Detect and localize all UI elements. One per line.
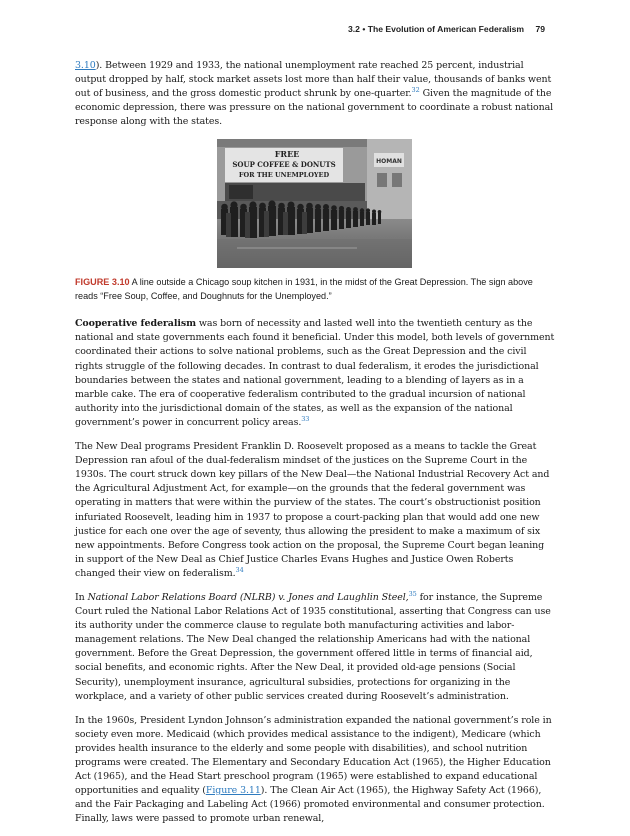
caption-text: A line outside a Chicago soup kitchen in 1931, in the midst of the Great Depression. The sign above reads “Free Soup, Coffee, and Doughnuts for the Unemployed.” bbox=[75, 277, 533, 302]
1960s-text-b: ). The Clean Air Act (1965), the Highway Safety Act (1966), and the Fair Packaging and Labeling Act (1966) promoted environmental and consumer protection. Finally, laws were passed to promote urban renewal, bbox=[75, 785, 545, 825]
page-number: 79 bbox=[535, 24, 545, 34]
intro-paragraph bbox=[75, 59, 555, 129]
nlrb-lead: In bbox=[75, 591, 88, 603]
figure-link[interactable]: Figure 3.11 bbox=[205, 785, 261, 797]
figure-caption bbox=[75, 276, 555, 304]
endnote-ref[interactable]: 35 bbox=[408, 589, 417, 598]
case-name: National Labor Relations Board (NLRB) v. Jones and Laughlin Steel, bbox=[87, 591, 409, 603]
running-header bbox=[348, 24, 545, 34]
nlrb-text: for instance, the Supreme Court ruled the National Labor Relations Act of 1935 constitutional, asserting that Congress can use its authority under the commerce clause to regulate both manufacturing activities and labor-management relations. The New Deal changed the relationship Americans had with the national government. Before the Great Depression, the government offered little in terms of financial aid, social benefits, and economic rights. After the New Deal, it provided old-age pensions (Social Security), unemployment insurance, agricultural subsidies, protections for organizing in the workplace, and a variety of other public services created during Roosevelt’s administration. bbox=[75, 591, 551, 702]
key-term: Cooperative federalism bbox=[75, 318, 196, 330]
endnote-ref[interactable]: 32 bbox=[411, 86, 420, 95]
new-deal-paragraph bbox=[75, 440, 555, 581]
coop-text: was born of necessity and lasted well into the twentieth century as the national and state governments each found it beneficial. Under this model, both levels of government coordinated their actions to solve national problems, such as the Great Depression and the civil rights struggle of the following decades. In contrast to dual federalism, it erodes the jurisdictional boundaries between the states and national government, leading to a blending of layers as in a marble cake. The era of cooperative federalism contributed to the gradual incursion of national authority into the jurisdictional domain of the states, as well as the expansion of the national government’s power in concurrent policy areas. bbox=[75, 318, 555, 428]
nlrb-paragraph bbox=[75, 591, 555, 704]
new-deal-text: The New Deal programs President Franklin D. Roosevelt proposed as a means to tackle the Great Depression ran afoul of the dual-federalism mindset of the justices on the Supreme Court in the 1930s. The court struck down key pillars of the New Deal—the National Industrial Recovery Act and the Agricultural Adjustment Act, for example—on the grounds that the federal government was operating in matters that were within the purview of the states. The court’s obstructionist position infuriated Roosevelt, leading him in 1937 to propose a court-packing plan that would add one new justice for each one over the age of seventy, thus allowing the president to make a maximum of six new appointments. Before Congress took action on the proposal, the Supreme Court began leaning in support of the New Deal as Chief Justice Charles Evans Hughes and Justice Owen Roberts changed their view on federalism. bbox=[75, 441, 550, 579]
svg-text:HOMAN: HOMAN bbox=[376, 158, 402, 166]
svg-text:FOR THE UNEMPLOYED: FOR THE UNEMPLOYED bbox=[238, 171, 330, 180]
endnote-ref[interactable]: 33 bbox=[301, 414, 310, 423]
endnote-ref[interactable]: 34 bbox=[235, 565, 244, 574]
intro-text-a: ). Between 1929 and 1933, the national unemployment rate reached 25 percent, industrial output dropped by half, stock market assets lost more than half their value, thousands of banks went out of business, and the gross domestic product shrunk by one-quarter. bbox=[75, 60, 552, 100]
figure-link[interactable]: 3.10 bbox=[75, 60, 96, 71]
section-title: 3.2 • The Evolution of American Federalism bbox=[348, 24, 525, 34]
1960s-text-a: In the 1960s, President Lyndon Johnson’s administration expanded the national government’s role in society even more. Medicaid (which provides medical assistance to the indigent), Medicare (which provides health insurance to the elderly and some people with disabilities), and school nutrition programs were created. The Elementary and Secondary Education Act (1965), the Higher Education Act (1965), and the Head Start preschool program (1965) were established to expand educational opportunities and equality ( bbox=[75, 714, 552, 797]
svg-text:SOUP COFFEE & DONUTS: SOUP COFFEE & DONUTS bbox=[232, 160, 336, 170]
svg-text:FREE: FREE bbox=[274, 149, 300, 160]
intro-text-b: Given the magnitude of the economic depression, there was pressure on the national government to coordinate a robust national response along with the states. bbox=[75, 88, 554, 128]
page-content bbox=[75, 59, 555, 836]
1960s-paragraph bbox=[75, 714, 555, 827]
figure-label: FIGURE 3.10 bbox=[75, 277, 130, 288]
soup-kitchen-photo bbox=[217, 139, 412, 268]
cooperative-federalism-paragraph bbox=[75, 317, 555, 430]
